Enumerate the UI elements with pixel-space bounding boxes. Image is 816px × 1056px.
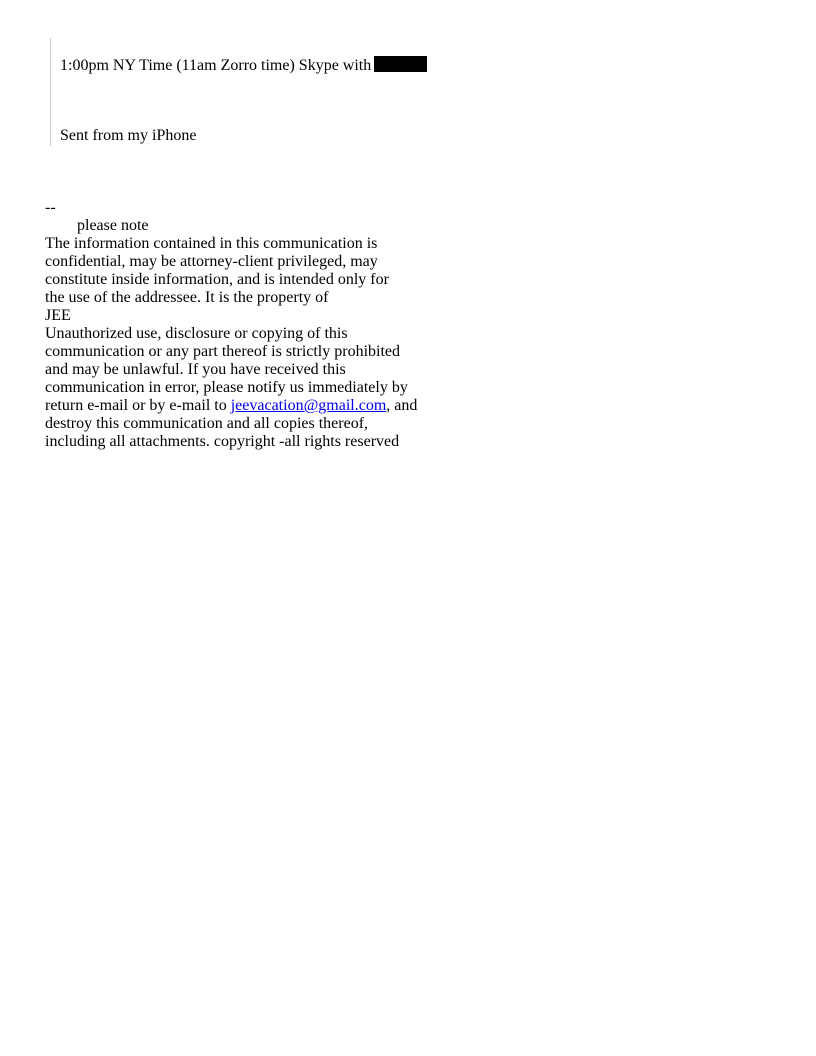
closing-line: including all attachments. copyright -all rights reserved xyxy=(45,433,400,450)
meeting-line xyxy=(60,56,427,75)
meeting-text: 1:00pm NY Time (11am Zorro time) Skype with xyxy=(60,57,372,74)
disclaimer-line: constitute inside information, and is intended only for xyxy=(45,271,389,288)
return-suffix: , and xyxy=(386,397,418,414)
sent-from-line: Sent from my iPhone xyxy=(60,127,197,144)
return-email-line xyxy=(45,397,445,415)
quoted-message xyxy=(50,38,551,146)
return-prefix: return e-mail or by e-mail to xyxy=(45,397,231,414)
please-note-heading: please note xyxy=(77,217,149,234)
disclaimer-line: The information contained in this communication is xyxy=(45,235,378,252)
disclaimer-line: the use of the addressee. It is the property of xyxy=(45,289,329,306)
email-signature xyxy=(45,199,445,451)
email-link[interactable]: jeevacation@gmail.com xyxy=(230,397,387,414)
closing-line: destroy this communication and all copies thereof, xyxy=(45,415,369,432)
disclaimer-line: communication in error, please notify us immediately by xyxy=(45,379,408,396)
disclaimer-line: JEE xyxy=(45,307,71,324)
redaction-box xyxy=(374,56,427,72)
signature-separator: -- xyxy=(45,199,56,216)
disclaimer-line: communication or any part thereof is strictly prohibited xyxy=(45,343,401,360)
disclaimer-line: and may be unlawful. If you have received this xyxy=(45,361,346,378)
disclaimer-line: confidential, may be attorney-client privileged, may xyxy=(45,253,378,270)
disclaimer-line: Unauthorized use, disclosure or copying of this xyxy=(45,325,348,342)
